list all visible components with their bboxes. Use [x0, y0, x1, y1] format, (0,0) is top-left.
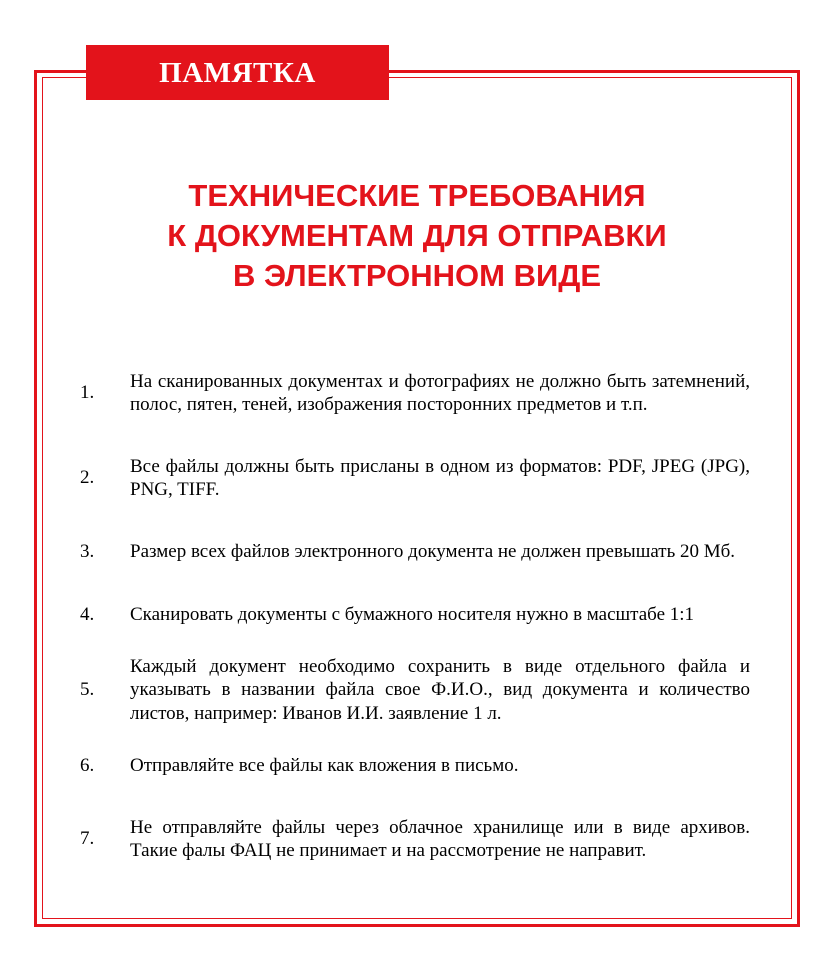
title-line-3: В ЭЛЕКТРОННОМ ВИДЕ	[232, 258, 602, 293]
requirement-item-7	[70, 803, 760, 875]
document-title	[42, 176, 792, 296]
requirement-item-3	[70, 528, 760, 576]
requirement-item-2	[70, 454, 760, 502]
requirement-item-6	[70, 754, 760, 778]
title-line-2: К ДОКУМЕНТАМ ДЛЯ ОТПРАВКИ	[167, 218, 667, 253]
requirement-number: 4.	[80, 604, 95, 625]
requirement-text: Отправляйте все файлы как вложения в письмо.	[130, 755, 519, 777]
requirement-text: Сканировать документы с бумажного носителя нужно в масштабе 1:1	[130, 604, 695, 626]
requirement-text: Не отправляйте файлы через облачное хранилище или в виде архивов. Такие фалы ФАЦ не принимает и на рассмотрение не направит.	[130, 816, 750, 861]
requirement-number: 7.	[80, 828, 95, 849]
memo-label-badge	[86, 45, 389, 100]
requirement-number: 6.	[80, 755, 95, 776]
title-line-1: ТЕХНИЧЕСКИЕ ТРЕБОВАНИЯ	[188, 178, 646, 213]
requirement-item-5	[70, 654, 760, 726]
requirement-number: 3.	[80, 541, 95, 562]
requirement-text: Размер всех файлов электронного документа не должен превышать 20 Мб.	[130, 541, 736, 563]
requirement-number: 5.	[80, 679, 95, 700]
requirement-item-4	[70, 603, 760, 627]
requirement-number: 2.	[80, 467, 95, 488]
requirement-text: На сканированных документах и фотографиях не должно быть затемнений, полос, пятен, теней, изображения посторонних предметов и т.п.	[130, 370, 750, 415]
requirement-number: 1.	[80, 382, 95, 403]
requirement-text: Каждый документ необходимо сохранить в виде отдельного файла и указывать в названии файла свое Ф.И.О., вид документа и количество листов, например: Иванов И.И. заявление 1 л.	[130, 655, 750, 724]
memo-label-text: ПАМЯТКА	[159, 57, 316, 89]
requirement-item-1	[70, 357, 760, 429]
requirement-text: Все файлы должны быть присланы в одном из форматов: PDF, JPEG (JPG), PNG, TIFF.	[130, 455, 750, 500]
